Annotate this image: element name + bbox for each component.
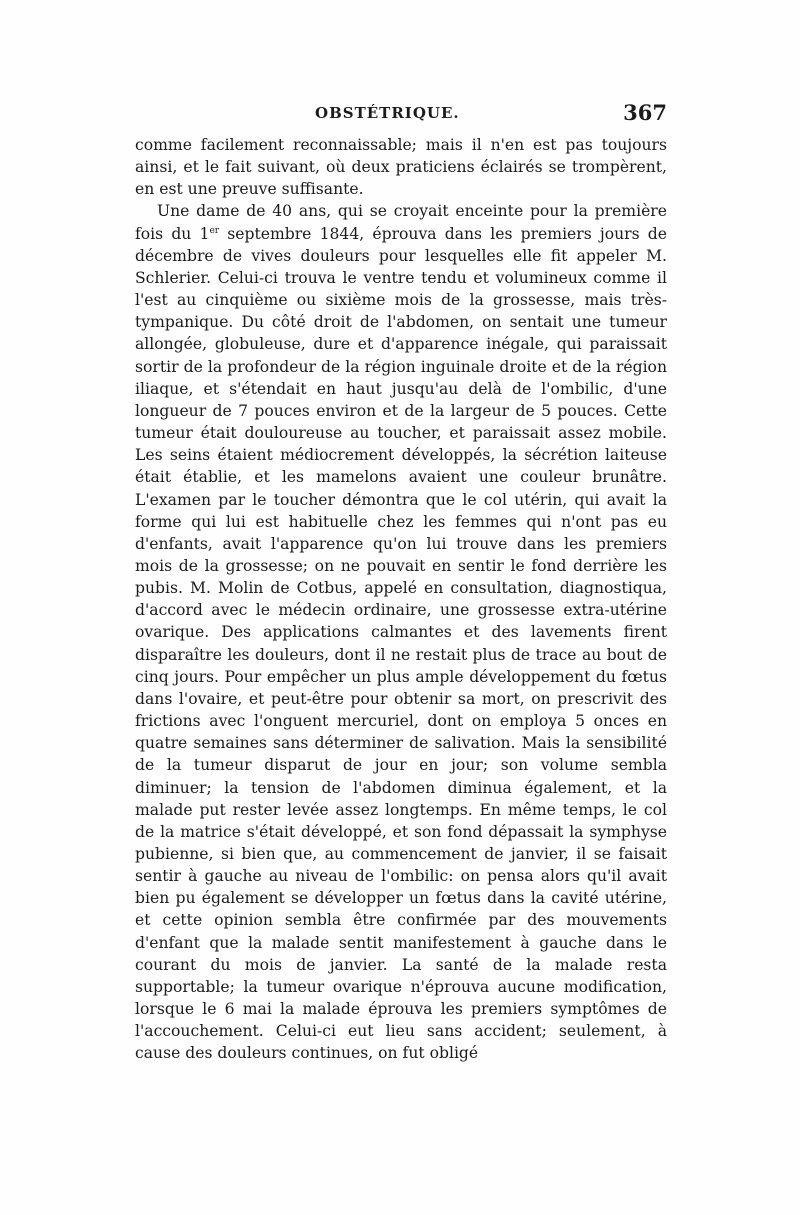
page-number: 367 <box>623 100 667 125</box>
paragraph-continuation: comme facilement reconnaissable; mais il n'en est pas toujours ainsi, et le fait suivant, où deux praticiens éclairés se trompèrent, en est une preuve suffisante. <box>135 136 667 199</box>
body-text <box>135 134 667 1065</box>
paragraph-case-report-start: Une dame de 40 ans, qui se croyait enceinte pour la première fois du 1 <box>135 202 667 243</box>
running-header <box>135 100 667 128</box>
ordinal-superscript: er <box>209 225 220 236</box>
paragraph-case-report-rest: septembre 1844, éprouva dans les premiers jours de décembre de vives douleurs pour lesquelles elle fit appeler M. Schlerier. Celui-ci trouva le ventre tendu et volumineux comme il l'est au cinquième ou sixième mois de la grossesse, mais très-tympanique. Du côté droit de l'abdomen, on sentait une tumeur allongée, globuleuse, dure et d'apparence inégale, qui paraissait sortir de la profondeur de la région inguinale droite et de la région iliaque, et s'étendait en haut jusqu'au delà de l'ombilic, d'une longueur de 7 pouces environ et de la largeur de 5 pouces. Cette tumeur était douloureuse au toucher, et paraissait assez mobile. Les seins étaient médiocrement développés, la sécrétion laiteuse était établie, et les mamelons avaient une couleur brunâtre. L'examen par le toucher démontra que le col utérin, qui avait la forme qui lui est habituelle chez les femmes qui n'ont pas eu d'enfants, avait l'apparence qu'on lui trouve dans les premiers mois de la grossesse; on ne pouvait en sentir le fond derrière les pubis. M. Molin de Cotbus, appelé en consultation, diagnostiqua, d'accord avec le médecin ordinaire, une grossesse extra-utérine ovarique. Des applications calmantes et des lavements firent disparaître les douleurs, dont il ne restait plus de trace au bout de cinq jours. Pour empêcher un plus ample développement du fœtus dans l'ovaire, et peut-être pour obtenir sa mort, on prescrivit des frictions avec l'onguent mercuriel, dont on employa 5 onces en quatre semaines sans déterminer de salivation. Mais la sensibilité de la tumeur disparut de jour en jour; son volume sembla diminuer; la tension de l'abdomen diminua également, et la malade put rester levée assez longtemps. En même temps, le col de la matrice s'était développé, et son fond dépassait la symphyse pubienne, si bien que, au commencement de janvier, il se faisait sentir à gauche au niveau de l'ombilic: on pensa alors qu'il avait bien pu également se développer un fœtus dans la cavité utérine, et cette opinion sembla être confirmée par des mouvements d'enfant que la malade sentit manifestement à gauche dans le courant du mois de janvier. La santé de la malade resta supportable; la tumeur ovarique n'éprouva aucune modification, lorsque le 6 mai la malade éprouva les premiers symptômes de l'accouchement. Celui-ci eut lieu sans accident; seulement, à cause des douleurs continues, on fut obligé <box>135 224 667 1063</box>
running-title: OBSTÉTRIQUE. <box>315 104 460 122</box>
paragraph-case-report <box>135 200 667 1064</box>
